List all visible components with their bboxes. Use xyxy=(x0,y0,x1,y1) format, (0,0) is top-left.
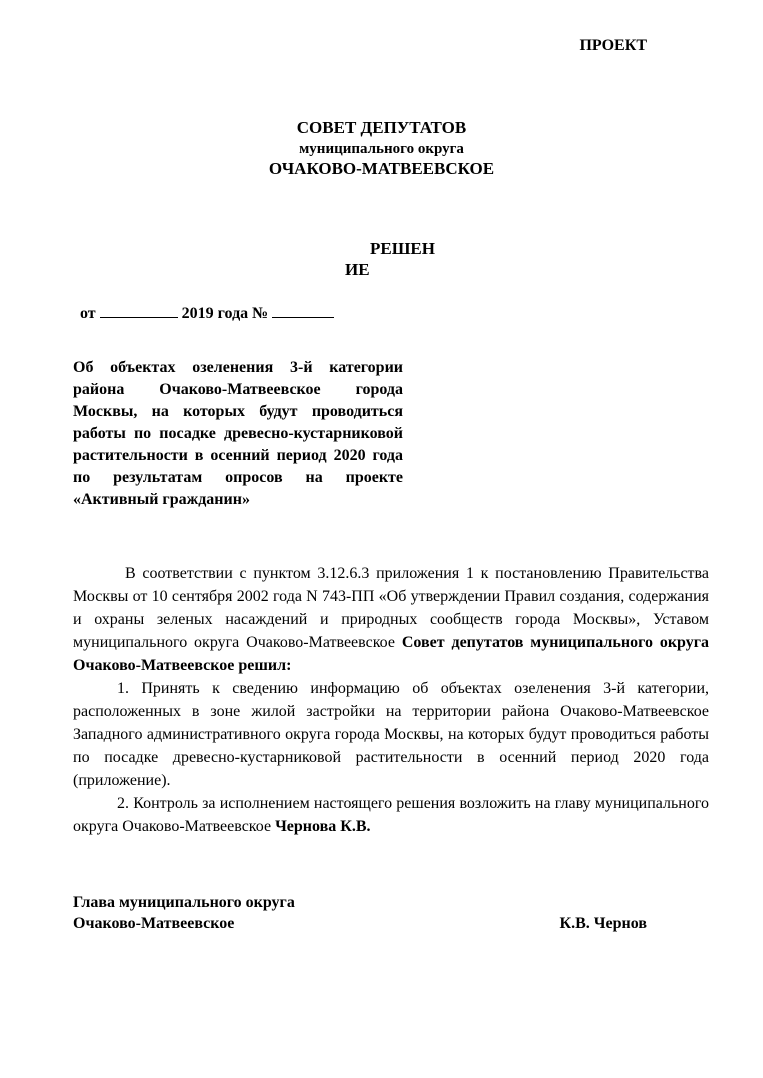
decision-subject: Об объектах озеленения 3-й категории района Очаково-Матвеевское города Москвы, на которых будут проводиться работы по посадке древесно-кустарниковой растительности в осенний период 2020 года по результатам опросов на проекте «Активный гражданин» xyxy=(73,359,403,508)
decision-heading-part1: РЕШЕН xyxy=(370,239,435,258)
date-blank xyxy=(100,303,178,318)
preamble-paragraph xyxy=(73,562,709,677)
district-name: ОЧАКОВО-МАТВЕЕВСКОЕ xyxy=(268,159,495,178)
decision-body xyxy=(73,562,709,838)
date-year-number-label: 2019 года № xyxy=(181,305,269,322)
signatory-title-line1: Глава муниципального округа xyxy=(73,894,295,911)
decision-heading-part2: ИЕ xyxy=(345,260,370,279)
item-1: 1. Принять к сведению информацию об объектах озеленения 3-й категории, расположенных в зоне жилой застройки на территории района Очаково-Матвеевское Западного административного округа города Москвы, на которых будут проводиться работы по посадке древесно-кустарниковой растительности в осенний период 2020 года (приложение). xyxy=(73,680,709,789)
signatory-name: К.В. Чернов xyxy=(559,915,647,932)
signatory-title-line2: Очаково-Матвеевское xyxy=(73,915,235,932)
number-blank xyxy=(272,303,334,318)
preamble-resolution: Совет депутатов муниципального округа Очаково-Матвеевское решил: xyxy=(73,634,710,674)
signature-block xyxy=(73,892,647,934)
draft-stamp: ПРОЕКТ xyxy=(579,37,647,54)
council-subtitle: муниципального округа xyxy=(299,141,464,157)
item-2-text: 2. Контроль за исполнением настоящего решения возложить на главу муниципального округа Очаково-Матвеевское xyxy=(73,795,709,835)
item-2 xyxy=(73,792,709,838)
council-title: СОВЕТ ДЕПУТАТОВ xyxy=(296,118,467,137)
date-line xyxy=(80,303,334,323)
date-prefix: от xyxy=(80,305,96,322)
item-2-name: Чернова К.В. xyxy=(275,818,371,835)
preamble-text: В соответствии с пунктом 3.12.6.3 приложения 1 к постановлению Правительства Москвы от 10 сентября 2002 года N 743-ПП «Об утверждении Правил создания, содержания и охраны зеленых насаждений и природных сообществ города Москвы», Уставом муниципального округа Очаково-Матвеевское xyxy=(73,565,709,651)
